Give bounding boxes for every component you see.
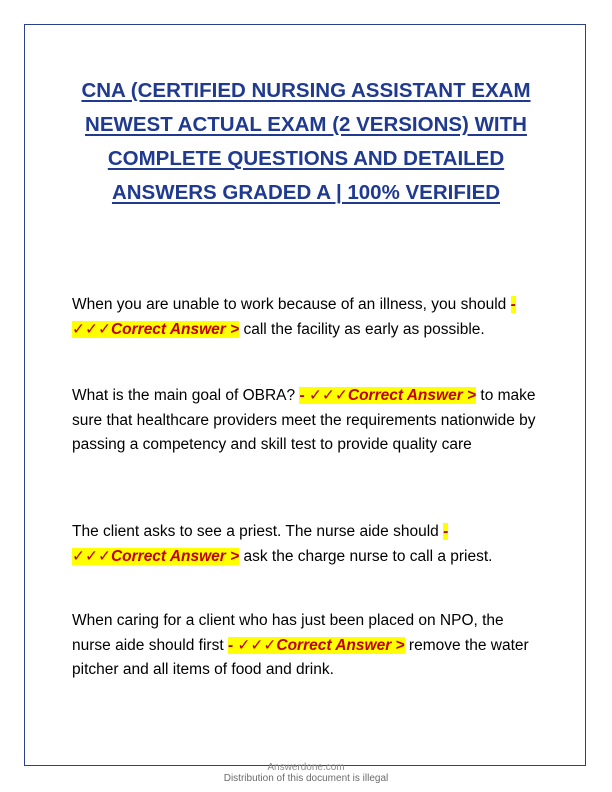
qa-item-4 [72,609,540,683]
correct-answer-marker: - ✓✓✓Correct Answer > [72,523,449,565]
question-text: When caring for a client who has just been placed on NPO, the nurse aide should first [72,612,504,654]
answer-text: remove the water pitcher and all items of food and drink. [72,636,529,678]
question-text: When you are unable to work because of an illness, you should [72,296,507,313]
document-title: CNA (CERTIFIED NURSING ASSISTANT EXAM NEWEST ACTUAL EXAM (2 VERSIONS) WITH COMPLETE QUESTIONS AND DETAILED ANSWERS GRADED A | 100% VERIFIED [81,79,531,204]
correct-answer-marker: - ✓✓✓Correct Answer > [72,296,516,338]
qa-item-1 [72,293,540,342]
answer-text: to make sure that healthcare providers meet the requirements nationwide by passing a competency and skill test to provide quality care [72,387,536,453]
qa-item-3 [72,520,540,569]
qa-item-2 [72,384,540,458]
question-text: What is the main goal of OBRA? [72,387,296,404]
correct-answer-marker: - ✓✓✓Correct Answer > [227,636,405,654]
footer-site: Answerdone.com [267,762,345,773]
footer-note: Distribution of this document is illegal [223,773,389,784]
answer-text: call the facility as early as possible. [243,320,485,338]
answer-text: ask the charge nurse to call a priest. [243,547,493,565]
question-text: The client asks to see a priest. The nurse aide should [72,523,439,540]
correct-answer-marker: - ✓✓✓Correct Answer > [299,387,477,404]
